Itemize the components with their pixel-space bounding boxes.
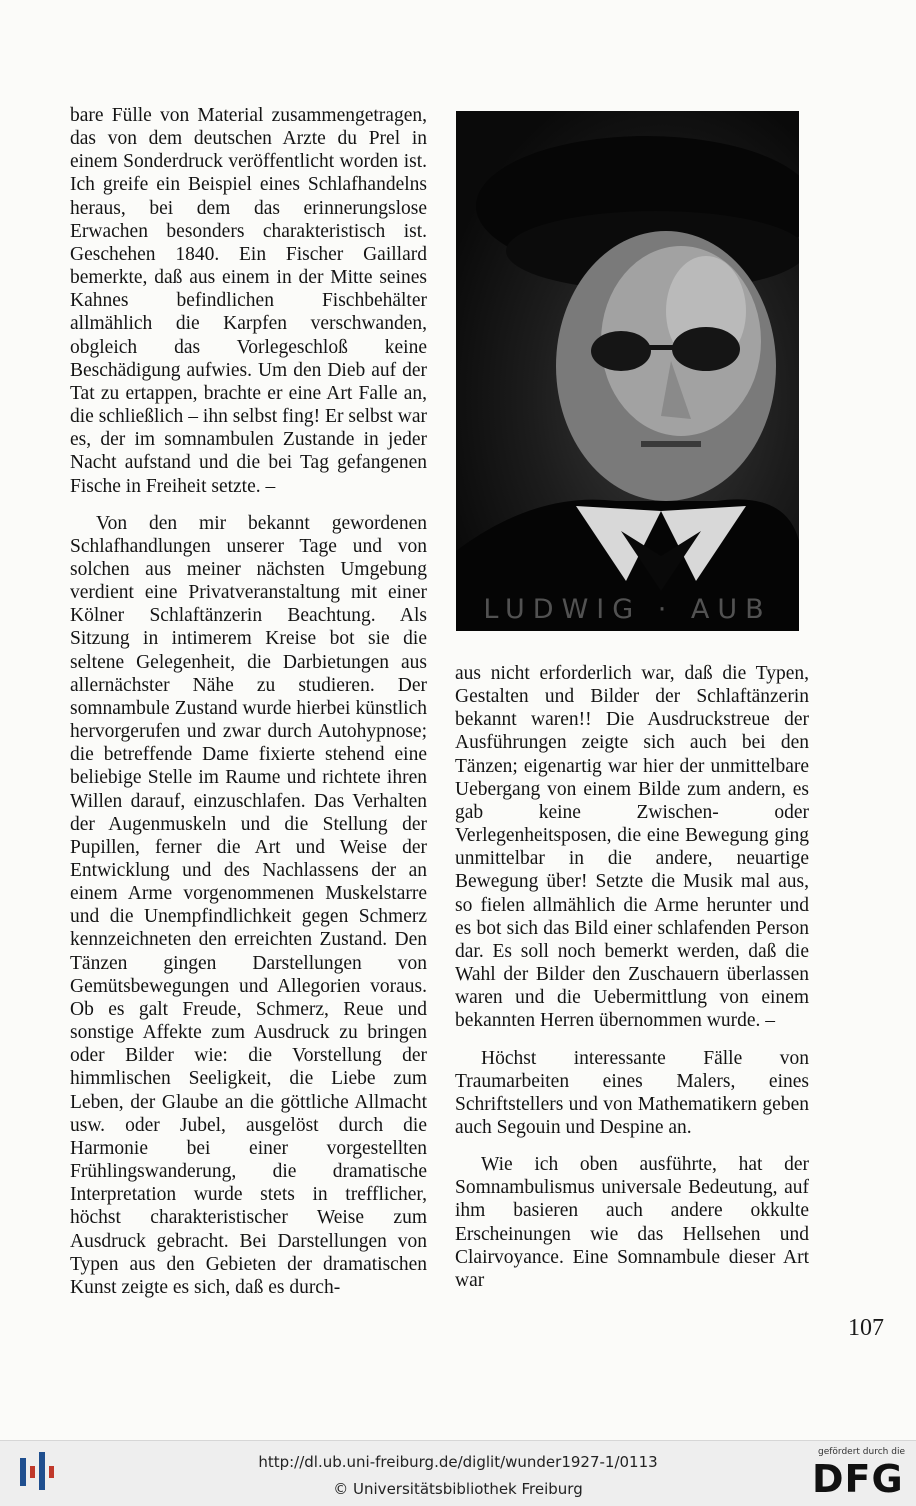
viewer-footer (0, 1440, 916, 1506)
copyright-notice: © Universitätsbibliothek Freiburg (333, 1480, 583, 1498)
funding-note: gefördert durch die (818, 1447, 905, 1457)
permalink-url[interactable]: http://dl.ub.uni-freiburg.de/diglit/wunder1927-1/0113 (258, 1453, 658, 1471)
paragraph: bare Fülle von Material zusammengetragen, das von dem deutschen Arzte du Prel in einem Sonderdruck veröffentlicht worden ist. Ich greife ein Beispiel eines Schlafhandelns heraus, bei dem das erinnerungslose Erwachen besonders charakteristisch ist. Geschehen 1840. Ein Fischer Gaillard bemerkte, daß aus einem in der Mitte seines Kahnes befindlichen Fischbehälter allmählich die Karpfen verschwanden, obgleich das Vorlegeschloß keine Beschädigung aufwies. Um den Dieb auf der Tat zu ertappen, brachte er eine Art Falle an, die schließlich – ihn selbst fing! Er selbst war es, der im somnambulen Zustande in jeder Nacht aufstand und die bei Tag gefangenen Fische in Freiheit setzte. – (70, 105, 427, 497)
paragraph: Höchst interessante Fälle von Traumarbeiten eines Malers, eines Schriftstellers und von Mathematikern geben auch Segouin und Despine an. (455, 1047, 809, 1138)
paragraph: aus nicht erforderlich war, daß die Typen, Gestalten und Bilder der Schlaftänzerin bekannt waren!! Die Ausdruckstreue der Ausführungen zeigte sich auch bei den Tänzen; eigenartig war hier der unmittelbare Uebergang von einem Bilde zum andern, es gab keine Zwischen- oder Verlegenheitsposen, die eine Bewegung ging unmittelbar in die andere, neuartige Bewegung über! Setzte die Musik mal aus, so fielen allmählich die Arme herunter und es bot sich das Bild einer schlafenden Person dar. Es soll noch bemerkt werden, daß die Wahl der Bilder den Zuschauern überlassen waren und die Uebermittlung von einem bekannten Herren übernommen wurde. – (455, 663, 809, 1032)
portrait-photo (456, 111, 799, 631)
photo-caption: LUDWIG · AUB (483, 594, 772, 625)
dfg-logo: DFG (812, 1457, 904, 1501)
paragraph: Wie ich oben ausführte, hat der Somnambulismus universale Bedeutung, auf ihm basieren auch andere okkulte Erscheinungen wie das Hellsehen und Clairvoyance. Eine Somnambule dieser Art war (455, 1154, 809, 1291)
paragraph: Von den mir bekannt gewordenen Schlafhandlungen unserer Tage und von solchen aus meiner nächsten Umgebung verdient eine Privatveranstaltung mit einer Kölner Schlaftänzerin Beachtung. Als Sitzung in intimerem Kreise bot sie die seltene Gelegenheit, die Darbietungen aus allernächster Nähe zu studieren. Der somnambule Zustand wurde hierbei künstlich hervorgerufen und zwar durch Autohypnose; die betreffende Dame fixierte stehend eine beliebige Stelle im Raume und richtete ihren Willen darauf, einzuschlafen. Das Verhalten der Augenmuskeln und die Stellung der Pupillen, ferner die Art und Weise der Entwicklung und des Nachlassens der an einem Arme vorgenommenen Muskelstarre und die Unempfindlichkeit gegen Schmerz kennzeichneten den erreichten Zustand. Den Tänzen gingen Darstellungen von Gemütsbewegungen und Allegorien voraus. Ob es galt Freude, Schmerz, Reue und sonstige Affekte zum Ausdruck zu bringen oder Bilder wie: die Vorstellung der himmlischen Seeligkeit, die Liebe zum Leben, der Glaube an die göttliche Allmacht usw. oder Jubel, ausgelöst durch die Harmonie bei einer vorgestellten Frühlingswanderung, die dramatische Interpretation wurde stets in trefflicher, höchst charakteristischer Weise zum Ausdruck gebracht. Bei Darstellungen von Typen aus den Gebieten der dramatischen Kunst zeigte es sich, daß es durch- (70, 512, 427, 1298)
ub-freiburg-logo-icon (18, 1450, 58, 1492)
page-number: 107 (848, 1315, 884, 1341)
left-text-column (70, 104, 427, 1299)
right-text-column (455, 662, 809, 1292)
portrait-illustration (456, 111, 799, 631)
